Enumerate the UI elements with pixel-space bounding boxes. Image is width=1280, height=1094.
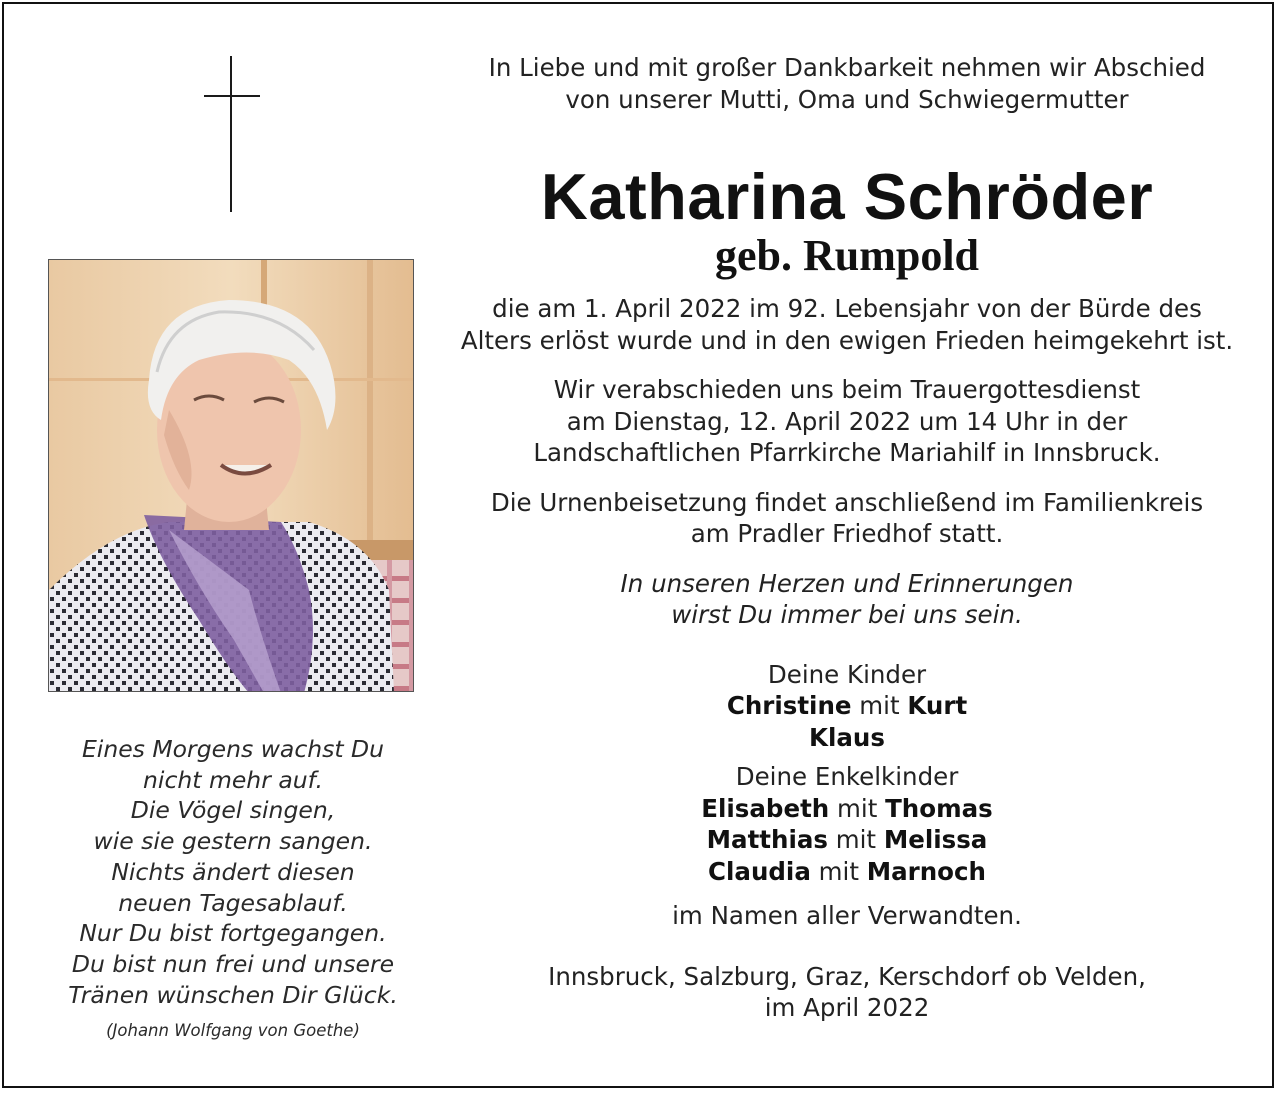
children-label: Deine Kinder [767, 659, 927, 689]
intro [442, 52, 1252, 115]
burial-info [442, 487, 1252, 550]
service-line: am Dienstag, 12. April 2022 um 14 Uhr in der [566, 406, 1128, 436]
children-row [442, 722, 1252, 754]
burial-line: Die Urnenbeisetzung findet anschließend im Familienkreis [490, 487, 1204, 517]
death-notice-line: die am 1. April 2022 im 92. Lebensjahr von der Bürde des [492, 294, 1202, 323]
intro-line: In Liebe und mit großer Dankbarkeit nehmen wir Abschied [488, 53, 1206, 82]
partner-name: Thomas [885, 793, 993, 823]
date-line: im April 2022 [764, 993, 930, 1022]
partner-name: Kurt [907, 691, 968, 720]
poem-line: neuen Tagesablauf. [118, 888, 348, 917]
grandchild-name: Elisabeth [701, 793, 830, 823]
place-date [442, 961, 1252, 1024]
grandchildren-row [442, 793, 1252, 825]
memorial-quote [442, 568, 1252, 631]
poem-line: Nur Du bist fortgegangen. [79, 919, 387, 948]
children-list [442, 690, 1252, 753]
grandchildren-list [442, 793, 1252, 888]
poem-line: Nichts ändert diesen [111, 857, 355, 886]
obituary-card [2, 2, 1274, 1088]
service-line: Wir verabschieden uns beim Trauergottesdienst [553, 375, 1141, 404]
death-notice-line: Alters erlöst wurde und in den ewigen Frieden heimgekehrt ist. [460, 325, 1234, 355]
partner-name: Melissa [883, 825, 988, 854]
cross-icon [204, 56, 260, 212]
intro-line: von unserer Mutti, Oma und Schwiegermutter [565, 84, 1129, 114]
children-row [442, 690, 1252, 722]
grandchildren-label: Deine Enkelkinder [735, 762, 959, 791]
poem-line: Tränen wünschen Dir Glück. [68, 980, 398, 1009]
poem-line: wie sie gestern sangen. [93, 827, 373, 856]
poem-line: nicht mehr auf. [143, 765, 323, 794]
portrait-photo [48, 259, 414, 692]
burial-line: am Pradler Friedhof statt. [690, 519, 1004, 548]
quote-line: In unseren Herzen und Erinnerungen [620, 568, 1074, 598]
child-name: Klaus [809, 722, 885, 752]
poem-line: Du bist nun frei und unsere [71, 949, 395, 978]
grandchildren-row [442, 856, 1252, 888]
poem-line: Eines Morgens wachst Du [81, 735, 385, 763]
name-joiner: mit [829, 793, 886, 823]
deceased-name: Katharina Schröder [540, 160, 1154, 233]
service-info [442, 374, 1252, 469]
place-line: Innsbruck, Salzburg, Graz, Kerschdorf ob Velden, [548, 961, 1146, 991]
relatives-line: im Namen aller Verwandten. [672, 901, 1022, 930]
death-notice [442, 293, 1252, 356]
maiden-name: geb. Rumpold [714, 231, 980, 280]
name-joiner: mit [827, 825, 884, 854]
poem-author: (Johann Wolfgang von Goethe) [106, 1021, 360, 1041]
notice-text [442, 52, 1252, 1024]
partner-name: Marnoch [866, 856, 986, 886]
name-joiner: mit [810, 856, 867, 886]
service-line: Landschaftlichen Pfarrkirche Mariahilf in Innsbruck. [533, 438, 1161, 467]
grandchild-name: Claudia [708, 856, 811, 886]
grandchild-name: Matthias [706, 825, 828, 854]
name-joiner: mit [851, 691, 908, 720]
poem [24, 734, 442, 1043]
grandchildren-row [442, 824, 1252, 856]
poem-line: Die Vögel singen, [130, 796, 336, 825]
child-name: Christine [726, 691, 852, 720]
quote-line: wirst Du immer bei uns sein. [671, 600, 1023, 629]
